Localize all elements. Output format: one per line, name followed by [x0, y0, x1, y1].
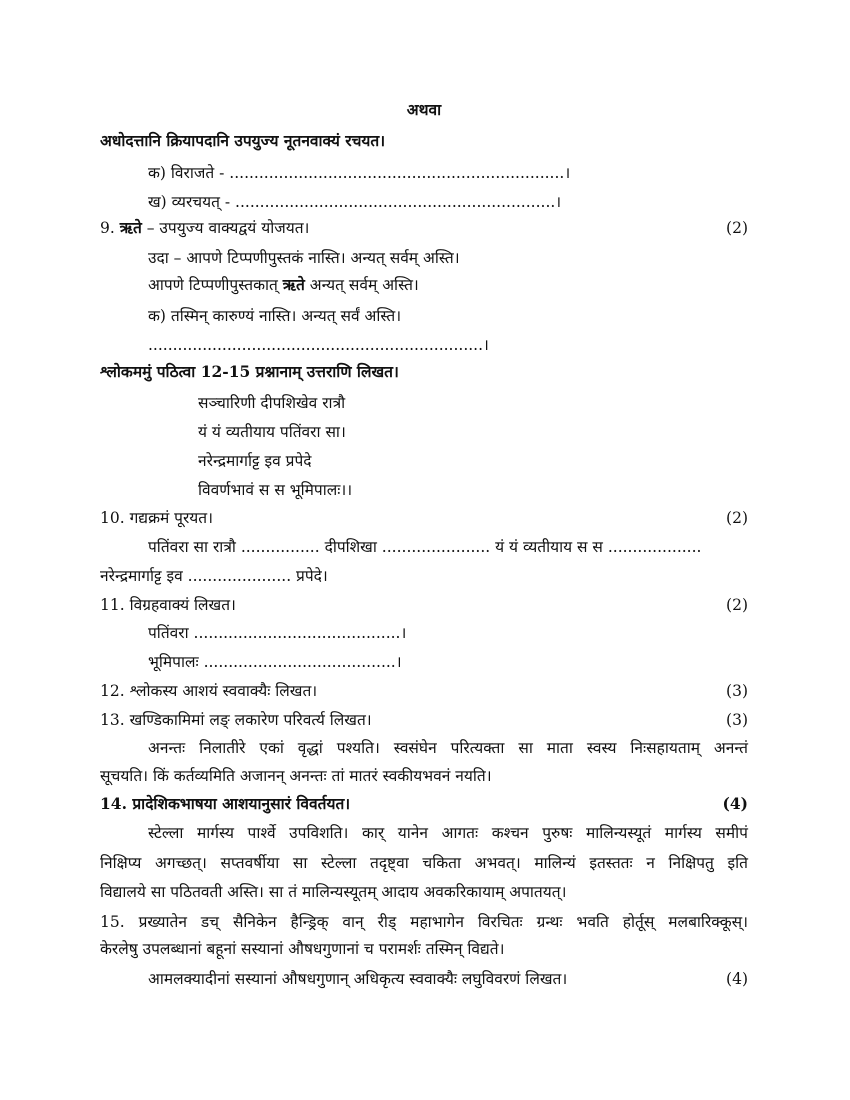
shloka-line-3: नरेन्द्रमार्गाट्ट इव प्रपेदे [198, 452, 312, 470]
frame-sentence-title: अधोदत्तानि क्रियापदानि उपयुज्य नूतनवाक्यं रचयत। [100, 131, 386, 150]
frame-item-ka: क) विराजते - ....................................................................। [148, 164, 571, 182]
q13-para-line-1: अनन्तः निलातीरे एकां वृद्धां पश्यति। स्वसंघेन परित्यक्ता सा माता स्वस्य निःसहायताम् अनन्तं [148, 739, 748, 757]
q12-marks: (3) [726, 682, 748, 700]
shloka-line-4: विवर्णभावं स स भूमिपालः।। [198, 481, 353, 499]
q12-title: 12. श्लोकस्य आशयं स्ववाक्यैः लिखत। [100, 682, 318, 700]
q13-marks: (3) [726, 711, 748, 729]
q14-header [100, 793, 748, 815]
shloka-line-1: सञ्चारिणी दीपशिखेव रात्रौ [198, 394, 346, 412]
q9-title: 9. ऋते – उपयुज्य वाक्यद्वयं योजयत। [100, 218, 310, 237]
q10-header [100, 507, 748, 529]
q11-title: 11. विग्रहवाक्यं लिखत। [100, 596, 236, 614]
shloka-title: श्लोकममुं पठित्वा 12-15 प्रश्नानाम् उत्तराणि लिखत। [100, 362, 399, 381]
q9-bold-word: ऋते [119, 218, 142, 237]
q15-para-line-1: 15. प्रख्यातेन डच् सैनिकेन हैन्ड्रिक् वान् रीड् महाभागेन विरचितः ग्रन्थः भवति होर्तूस् मलबारिक्कूस्। [100, 913, 748, 931]
q11-marks: (2) [726, 596, 748, 614]
q12-header [100, 680, 748, 702]
shloka-line-2: यं यं व्यतीयाय पतिंवरा सा। [198, 423, 346, 441]
q11-item-1: पतिंवरा ..........................................। [148, 624, 407, 642]
q15-marks: (4) [726, 970, 748, 988]
q11-item-2: भूमिपालः .......................................। [148, 653, 402, 671]
frame-item-kha: ख) व्यरचयत् - .................................................................। [148, 193, 562, 211]
q9-example1: उदा – आपणे टिप्पणीपुस्तकं नास्ति। अन्यत् सर्वम् अस्ति। [148, 249, 460, 267]
q15-para-line-2: केरलेषु उपलब्धानां बहूनां सस्यानां औषधगुणानां च परामर्शः तस्मिन् विद्यते। [100, 940, 505, 958]
q10-line-2: नरेन्द्रमार्गाट्ट इव ..................... प्रपेदे। [100, 567, 328, 585]
q9-answer-blank: ....................................................................। [148, 336, 489, 354]
q10-marks: (2) [726, 509, 748, 527]
q14-marks: (4) [722, 794, 748, 813]
q15-task [148, 968, 748, 990]
q11-header [100, 594, 748, 616]
q14-para-line-1: स्टेल्ला मार्गस्य पार्श्वे उपविशति। कार् यानेन आगतः कश्चन पुरुषः मालिन्यस्यूतं मार्गस्य समीपं [148, 824, 748, 842]
q13-para-line-2: सूचयति। किं कर्तव्यमिति अजानन् अनन्तः तां मातरं स्वकीयभवनं नयति। [100, 767, 492, 785]
q14-para-line-3: विद्यालये सा पठितवती अस्ति। सा तं मालिन्यस्यूतम् आदाय अवकरिकायाम् अपातयत्। [100, 883, 567, 901]
q13-title: 13. खण्डिकामिमां लङ् लकारेण परिवर्त्य लिखत। [100, 711, 372, 729]
heading-or: अथवा [406, 100, 442, 119]
q14-title: 14. प्रादेशिकभाषया आशयानुसारं विवर्तयत। [100, 794, 351, 813]
q9-marks: (2) [726, 219, 748, 237]
q14-para-line-2: निक्षिप्य अगच्छत्। सप्तवर्षीया सा स्टेल्ला तदृष्ट्वा चकिता अभवत्। मालिन्यं इतस्ततः न निक्षिपतु इति [100, 854, 748, 872]
q9-header [100, 217, 748, 239]
q10-line-1: पतिंवरा सा रात्रौ ................ दीपशिखा ...................... यं यं व्यतीयाय स स ................... [148, 538, 702, 556]
q10-title: 10. गद्यक्रमं पूरयत। [100, 509, 214, 527]
q9-example2: आपणे टिप्पणीपुस्तकात् ऋते अन्यत् सर्वम् अस्ति। [148, 275, 419, 294]
q9-item-ka: क) तस्मिन् कारुण्यं नास्ति। अन्यत् सर्वं अस्ति। [148, 307, 402, 325]
q15-task-text: आमलक्यादीनां सस्यानां औषधगुणान् अधिकृत्य स्ववाक्यैः लघुविवरणं लिखत। [148, 970, 568, 988]
q13-header [100, 709, 748, 731]
